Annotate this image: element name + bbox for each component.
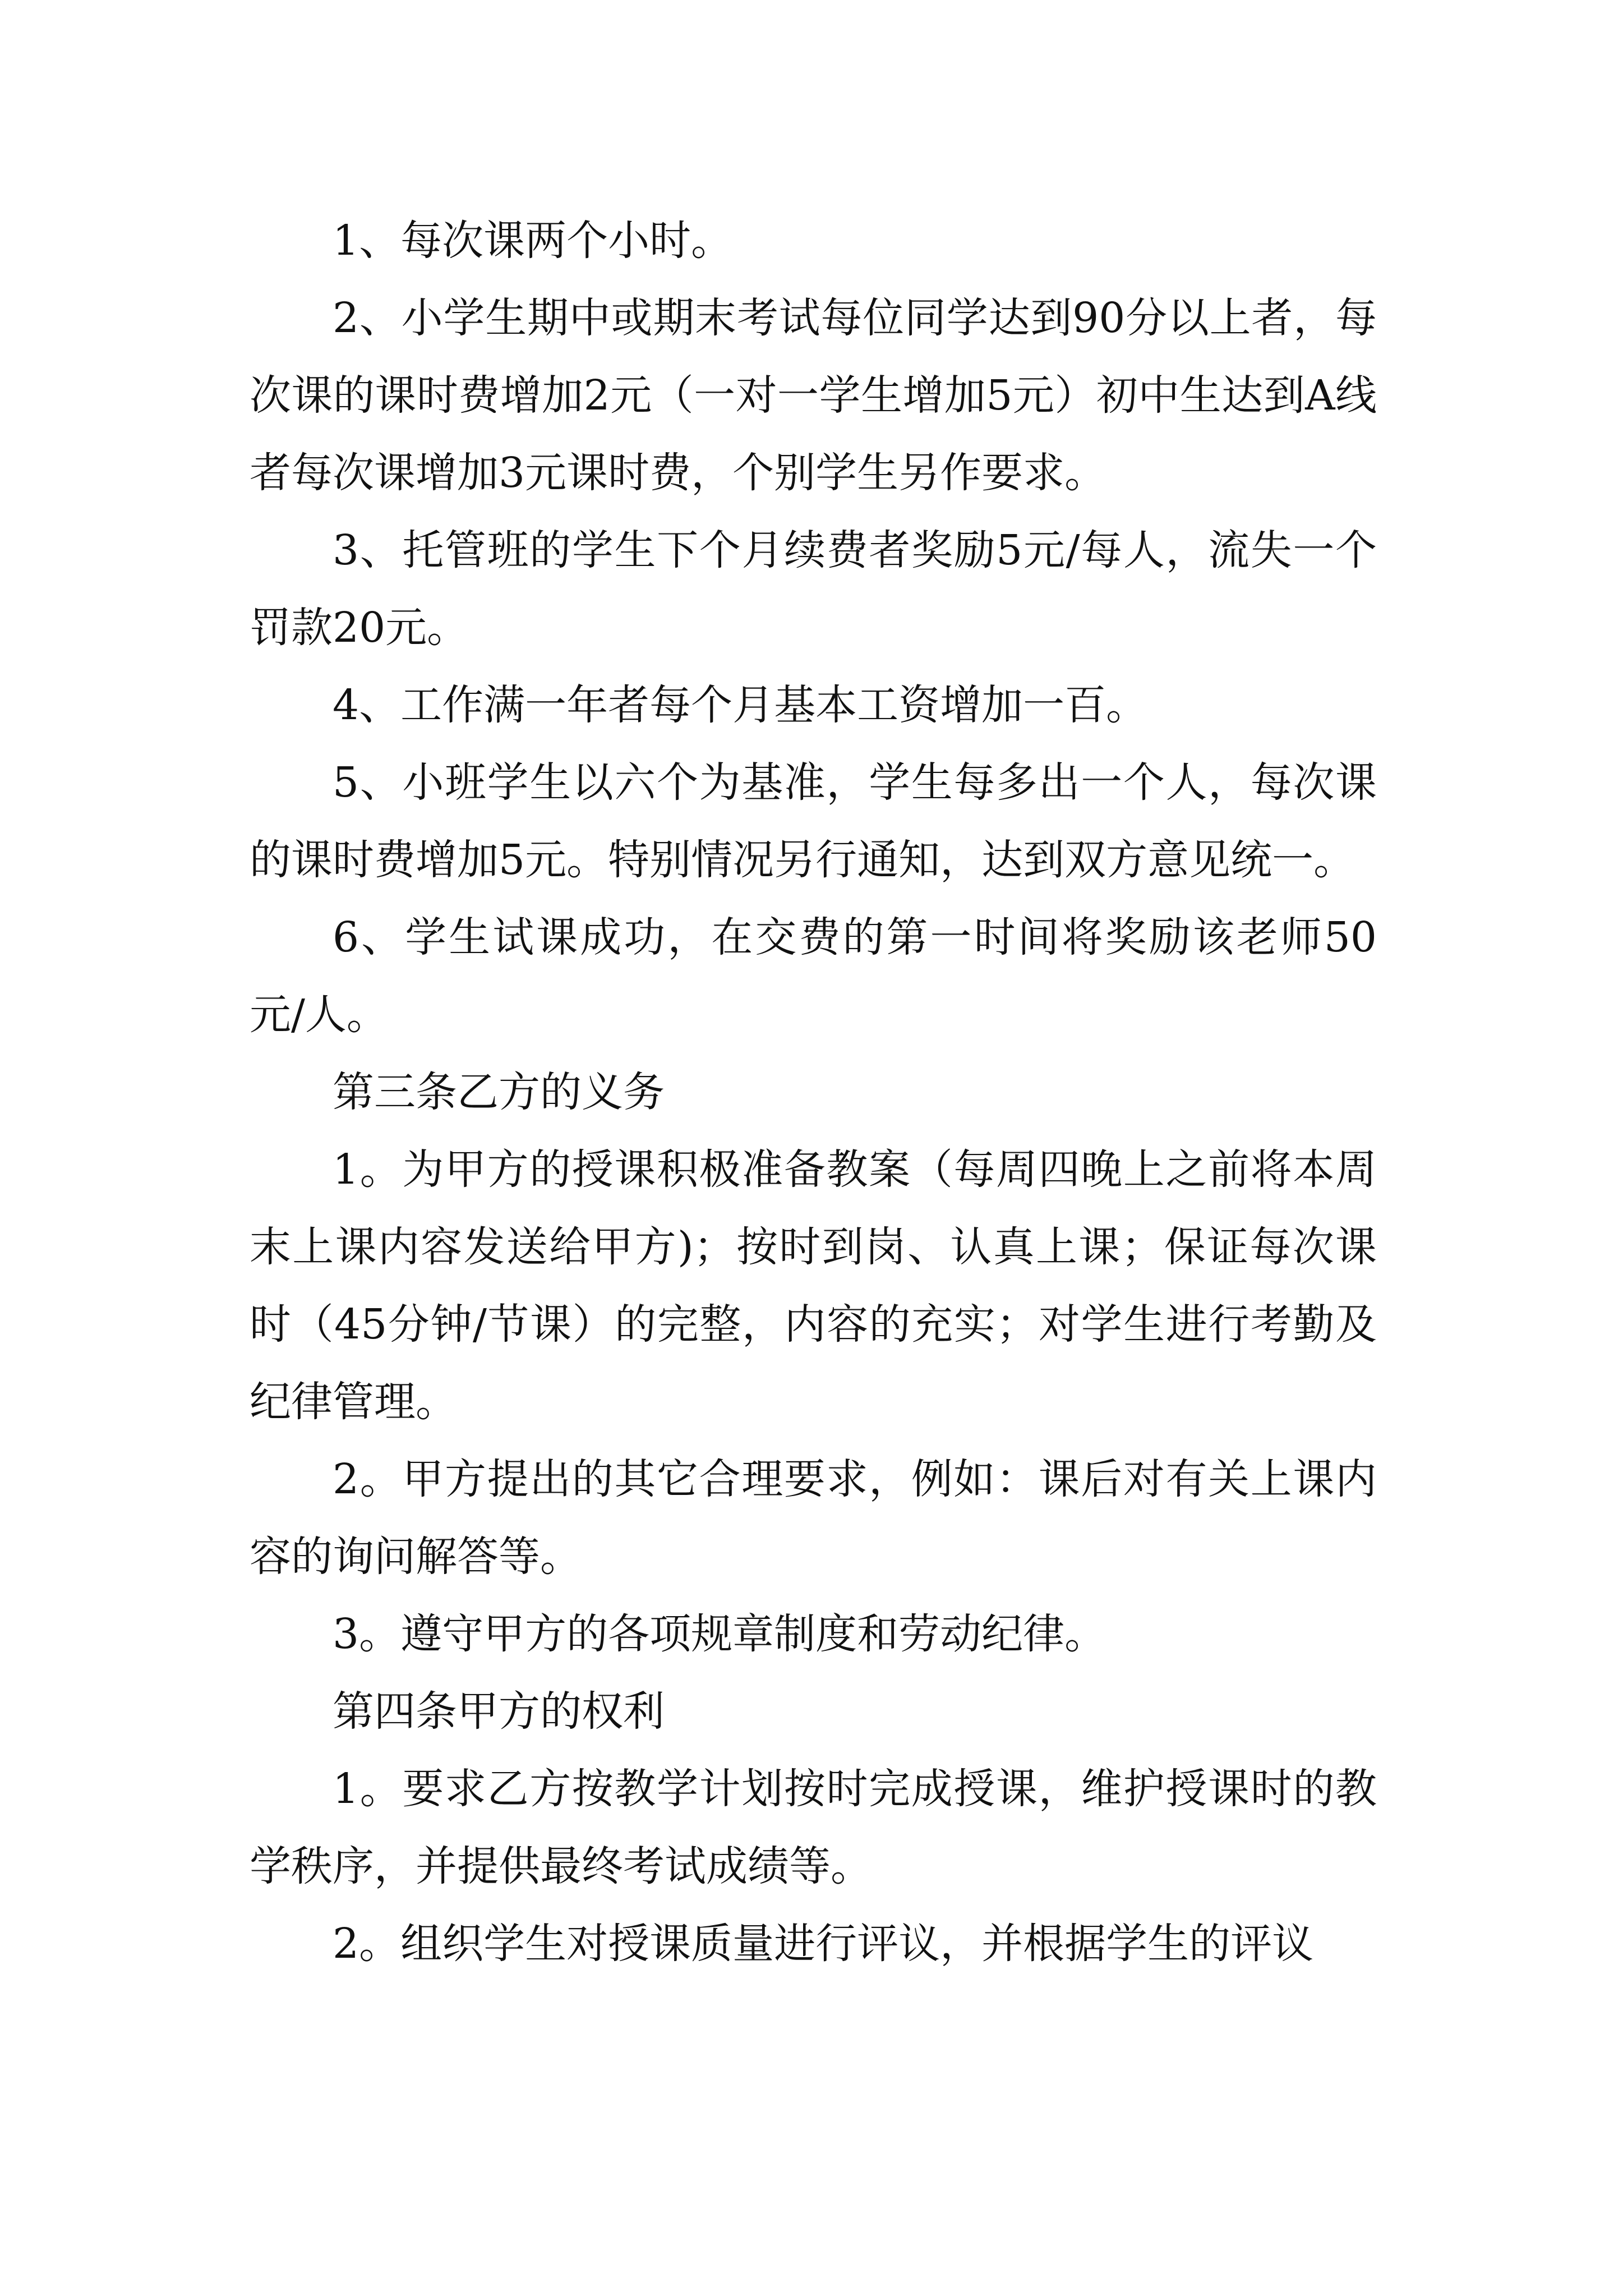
paragraph-rule-4: 4、工作满一年者每个月基本工资增加一百。 — [333, 681, 1148, 729]
paragraph-duty-1: 1。为甲方的授课积极准备教案（每周四晚上之前将本周末上课内容发送给甲方)；按时到岗、认真上课；保证每次课时（45分钟/节课）的完整，内容的充实；对学生进行考勤及纪律管理。 — [250, 1145, 1377, 1426]
paragraph-rule-1: 1、每次课两个小时。 — [333, 217, 733, 265]
paragraph-duty-3: 3。遵守甲方的各项规章制度和劳动纪律。 — [333, 1610, 1106, 1658]
document-body — [250, 202, 1377, 1982]
paragraph-right-2: 2。组织学生对授课质量进行评议，并根据学生的评议 — [333, 1920, 1314, 1968]
paragraph-rule-6: 6、学生试课成功，在交费的第一时间将奖励该老师50元/人。 — [250, 913, 1377, 1039]
section-heading-article-3: 第三条乙方的义务 — [333, 1068, 665, 1116]
paragraph-rule-3: 3、托管班的学生下个月续费者奖励5元/每人，流失一个罚款20元。 — [250, 526, 1377, 652]
paragraph-rule-2: 2、小学生期中或期末考试每位同学达到90分以上者，每次课的课时费增加2元（一对一学生增加5元）初中生达到A线者每次课增加3元课时费，个别学生另作要求。 — [250, 294, 1377, 497]
paragraph-right-1: 1。要求乙方按教学计划按时完成授课，维护授课时的教学秩序，并提供最终考试成绩等。 — [250, 1765, 1377, 1890]
paragraph-rule-5: 5、小班学生以六个为基准，学生每多出一个人，每次课的课时费增加5元。特别情况另行通知，达到双方意见统一。 — [250, 758, 1377, 884]
paragraph-duty-2: 2。甲方提出的其它合理要求，例如：课后对有关上课内容的询问解答等。 — [250, 1455, 1377, 1581]
section-heading-article-4: 第四条甲方的权利 — [333, 1687, 665, 1736]
